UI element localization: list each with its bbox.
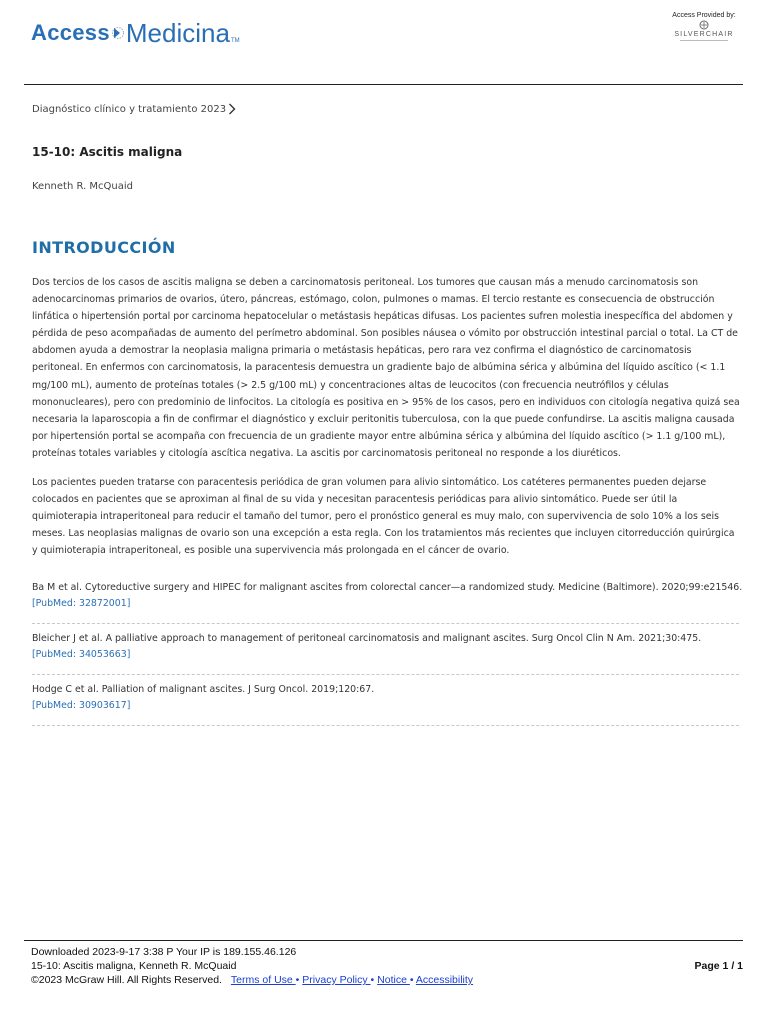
body-paragraph: Dos tercios de los casos de ascitis maligna se deben a carcinomatosis peritoneal. Los tumores que causan más a menudo carcinomatosis son adenocarcinomas primarios de ovarios, útero, páncreas, estómago, colon, pulmones o mamas. El tercio restante es consecuencia de obstrucción linfática o hipertensión portal por carcinoma hepatocelular o metástasis hepáticas difusas. Los pacientes sufren molestia inespecífica del abdomen y pérdida de peso acompañadas de aumento del perímetro abdominal. Son posibles náusea o vómito por obstrucción intestinal parcial o total. La CT de abdomen ayuda a demostrar la neoplasia maligna primaria o metástasis hepáticas, pero rara vez confirma el diagnóstico de carcinomatosis peritoneal. En enfermos con carcinomatosis, la paracentesis demuestra un gradiente bajo de albúmina sérica y albúmina del líquido ascítico (< 1.1 mg/100 mL), aumento de proteínas totales (> 2.5 g/100 mL) y concentraciones altas de leucocitos (con frecuencia neutrófilos y células mononucleares), pero con predominio de linfocitos. La citología es positiva en > 95% de los casos, pero en individuos con citología negativa quizá sea necesaria la laparoscopia a fin de confirmar el diagnóstico y excluir peritonitis tuberculosa, con la que puede confundirse. La ascitis maligna causada por hipertensión portal se acompaña con frecuencia de un gradiente mayor entre albúmina sérica y albúmina del líquido ascítico (> 1.1 g/100 mL), proteínas totales variables y citología ascítica negativa. La ascitis por carcinomatosis peritoneal no responde a los diuréticos. [32, 277, 740, 459]
logo-trademark: TM [230, 38, 240, 44]
chapter-title: 15-10: Ascitis maligna [32, 145, 183, 159]
header-divider [24, 84, 743, 85]
link-separator: • [409, 974, 414, 986]
page-footer [31, 945, 743, 987]
provider-name: SILVERCHAIR [674, 31, 734, 38]
body-paragraph: Los pacientes pueden tratarse con paracentesis periódica de gran volumen para alivio sintomático. Los catéteres permanentes pueden dejarse colocados en pacientes que se aproximan al final de su vida y necesitan paracentesis periódicas para alivio sintomático. Puede ser útil la quimioterapia intraperitoneal para reducir el tamaño del tumor, pero el pronóstico general es muy malo, con supervivencia de solo 10% a los seis meses. Las neoplasias malignas de ovario son una excepción a esta regla. Con los tratamientos más recientes que incluyen citorreducción quirúrgica y quimioterapia intraperitoneal, es posible una supervivencia más prolongada en el cáncer de ovario. [32, 477, 735, 557]
terms-of-use-link[interactable]: Terms of Use [230, 974, 296, 986]
footer-divider [24, 940, 743, 941]
logo-access-text: Access [31, 20, 110, 45]
page-number: Page 1 / 1 [694, 960, 743, 972]
reference-item [32, 580, 743, 624]
reference-citation: Hodge C et al. Palliation of malignant ascites. J Surg Oncol. 2019;120:67. [32, 684, 375, 695]
footer-legal-line [31, 973, 743, 987]
pubmed-link[interactable]: [PubMed: 34053663] [32, 649, 131, 660]
access-provider [662, 12, 746, 41]
chapter-author: Kenneth R. McQuaid [32, 181, 134, 192]
copyright-text: ©2023 McGraw Hill. All Rights Reserved. [31, 974, 222, 986]
reference-citation: Ba M et al. Cytoreductive surgery and HIPEC for malignant ascites from colorectal cancer—a randomized study. Medicine (Baltimore). 2020;99:e21546. [32, 582, 743, 593]
privacy-policy-link[interactable]: Privacy Policy [302, 974, 371, 986]
chevron-right-icon [228, 103, 236, 115]
logo-chevron-icon [111, 23, 125, 43]
reference-item [32, 682, 739, 726]
link-separator: • [370, 974, 375, 986]
provider-label: Access Provided by: [672, 12, 736, 19]
notice-link[interactable]: Notice [377, 974, 410, 986]
logo-medicina-text: Medicina [125, 17, 230, 48]
link-separator: • [295, 974, 300, 986]
footer-chapter-line: 15-10: Ascitis maligna, Kenneth R. McQuaid [31, 960, 237, 972]
pubmed-link[interactable]: [PubMed: 32872001] [32, 598, 131, 609]
accessmedicina-logo[interactable] [31, 14, 240, 52]
reference-list [32, 580, 743, 733]
provider-divider [680, 40, 728, 41]
section-heading: INTRODUCCIÓN [32, 238, 176, 257]
reference-citation: Bleicher J et al. A palliative approach to management of peritoneal carcinomatosis and malignant ascites. Surg Oncol Clin N Am. 2021;30:475. [32, 633, 702, 644]
silverchair-logo-icon [699, 20, 709, 30]
breadcrumb [32, 103, 236, 115]
pubmed-link[interactable]: [PubMed: 30903617] [32, 700, 131, 711]
download-info: Downloaded 2023-9-17 3:38 P Your IP is 189.155.46.126 [31, 946, 297, 958]
accessibility-link[interactable]: Accessibility [415, 974, 474, 986]
breadcrumb-book-link[interactable]: Diagnóstico clínico y tratamiento 2023 [32, 103, 227, 115]
page-header [0, 0, 768, 86]
reference-item [32, 631, 739, 675]
